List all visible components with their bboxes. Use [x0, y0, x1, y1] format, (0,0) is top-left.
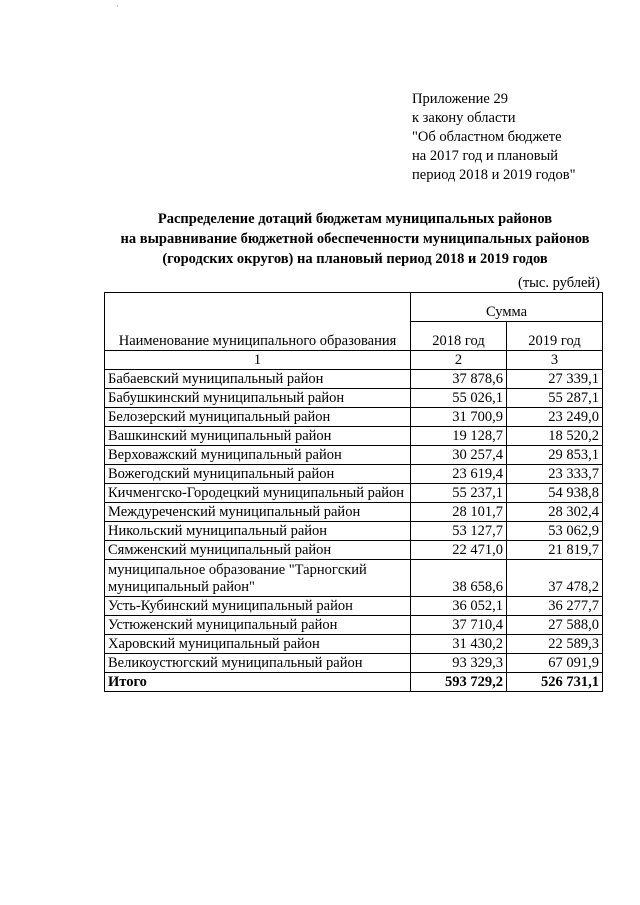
appendix-line: к закону области	[412, 110, 516, 126]
value-2019: 23 333,7	[507, 465, 603, 484]
value-2018: 36 052,1	[411, 597, 507, 616]
table-row	[105, 370, 603, 389]
value-2019: 21 819,7	[507, 541, 603, 560]
value-2018: 30 257,4	[411, 446, 507, 465]
table-row	[105, 427, 603, 446]
total-2018: 593 729,2	[411, 673, 507, 692]
value-2019: 36 277,7	[507, 597, 603, 616]
value-2019: 18 520,2	[507, 427, 603, 446]
table-row	[105, 522, 603, 541]
municipality-name: Белозерский муниципальный район	[105, 408, 411, 427]
column-number: 1	[105, 351, 411, 370]
table-row	[105, 597, 603, 616]
table-row	[105, 654, 603, 673]
value-2018: 37 878,6	[411, 370, 507, 389]
table-row	[105, 446, 603, 465]
value-2019: 37 478,2	[507, 560, 603, 597]
municipality-name: Верховажский муниципальный район	[105, 446, 411, 465]
value-2018: 55 026,1	[411, 389, 507, 408]
value-2019: 67 091,9	[507, 654, 603, 673]
total-row	[105, 673, 603, 692]
units-label: (тыс. рублей)	[518, 275, 600, 291]
column-header-sum: Сумма	[411, 293, 603, 322]
appendix-line: период 2018 и 2019 годов"	[412, 167, 576, 183]
value-2019: 29 853,1	[507, 446, 603, 465]
table-row	[105, 465, 603, 484]
document-title	[100, 209, 610, 269]
value-2018: 28 101,7	[411, 503, 507, 522]
municipality-name: Бабаевский муниципальный район	[105, 370, 411, 389]
value-2018: 23 619,4	[411, 465, 507, 484]
table-row	[105, 635, 603, 654]
appendix-line: "Об областном бюджете	[412, 129, 562, 145]
value-2019: 23 249,0	[507, 408, 603, 427]
table-row	[105, 484, 603, 503]
value-2019: 55 287,1	[507, 389, 603, 408]
column-number: 3	[507, 351, 603, 370]
municipality-name: муниципальное образование "Тарногский муниципальный район"	[105, 560, 411, 597]
municipality-name: Харовский муниципальный район	[105, 635, 411, 654]
table-row	[105, 503, 603, 522]
municipality-name: Бабушкинский муниципальный район	[105, 389, 411, 408]
value-2019: 27 588,0	[507, 616, 603, 635]
value-2018: 22 471,0	[411, 541, 507, 560]
appendix-line: на 2017 год и плановый	[412, 148, 559, 164]
value-2018: 31 700,9	[411, 408, 507, 427]
value-2019: 53 062,9	[507, 522, 603, 541]
value-2019: 54 938,8	[507, 484, 603, 503]
column-header-2018: 2018 год	[411, 322, 507, 351]
value-2018: 53 127,7	[411, 522, 507, 541]
value-2018: 31 430,2	[411, 635, 507, 654]
municipality-name: Сямженский муниципальный район	[105, 541, 411, 560]
appendix-line: Приложение 29	[412, 91, 508, 107]
value-2018: 37 710,4	[411, 616, 507, 635]
municipality-name: Устюженский муниципальный район	[105, 616, 411, 635]
value-2018: 38 658,6	[411, 560, 507, 597]
municipality-name: Усть-Кубинский муниципальный район	[105, 597, 411, 616]
value-2018: 19 128,7	[411, 427, 507, 446]
total-label: Итого	[105, 673, 411, 692]
value-2018: 93 329,3	[411, 654, 507, 673]
title-line: Распределение дотаций бюджетам муниципальных районов	[157, 211, 553, 227]
scan-mark: ·	[116, 2, 119, 11]
column-header-name: Наименование муниципального образования	[105, 293, 411, 351]
title-line: (городских округов) на плановый период 2018 и 2019 годов	[162, 251, 548, 267]
municipality-name: Вашкинский муниципальный район	[105, 427, 411, 446]
title-line: на выравнивание бюджетной обеспеченности муниципальных районов	[120, 231, 590, 247]
value-2019: 28 302,4	[507, 503, 603, 522]
appendix-note	[412, 90, 632, 185]
municipality-name: Междуреченский муниципальный район	[105, 503, 411, 522]
table-row	[105, 560, 603, 597]
municipality-name: Никольский муниципальный район	[105, 522, 411, 541]
value-2019: 22 589,3	[507, 635, 603, 654]
value-2018: 55 237,1	[411, 484, 507, 503]
subsidy-table	[104, 292, 603, 692]
total-2019: 526 731,1	[507, 673, 603, 692]
table-row	[105, 616, 603, 635]
municipality-name: Великоустюгский муниципальный район	[105, 654, 411, 673]
municipality-name: Вожегодский муниципальный район	[105, 465, 411, 484]
column-header-2019: 2019 год	[507, 322, 603, 351]
municipality-name: Кичменгско-Городецкий муниципальный район	[105, 484, 411, 503]
column-number: 2	[411, 351, 507, 370]
table-row	[105, 541, 603, 560]
value-2019: 27 339,1	[507, 370, 603, 389]
table-row	[105, 389, 603, 408]
table-row	[105, 408, 603, 427]
